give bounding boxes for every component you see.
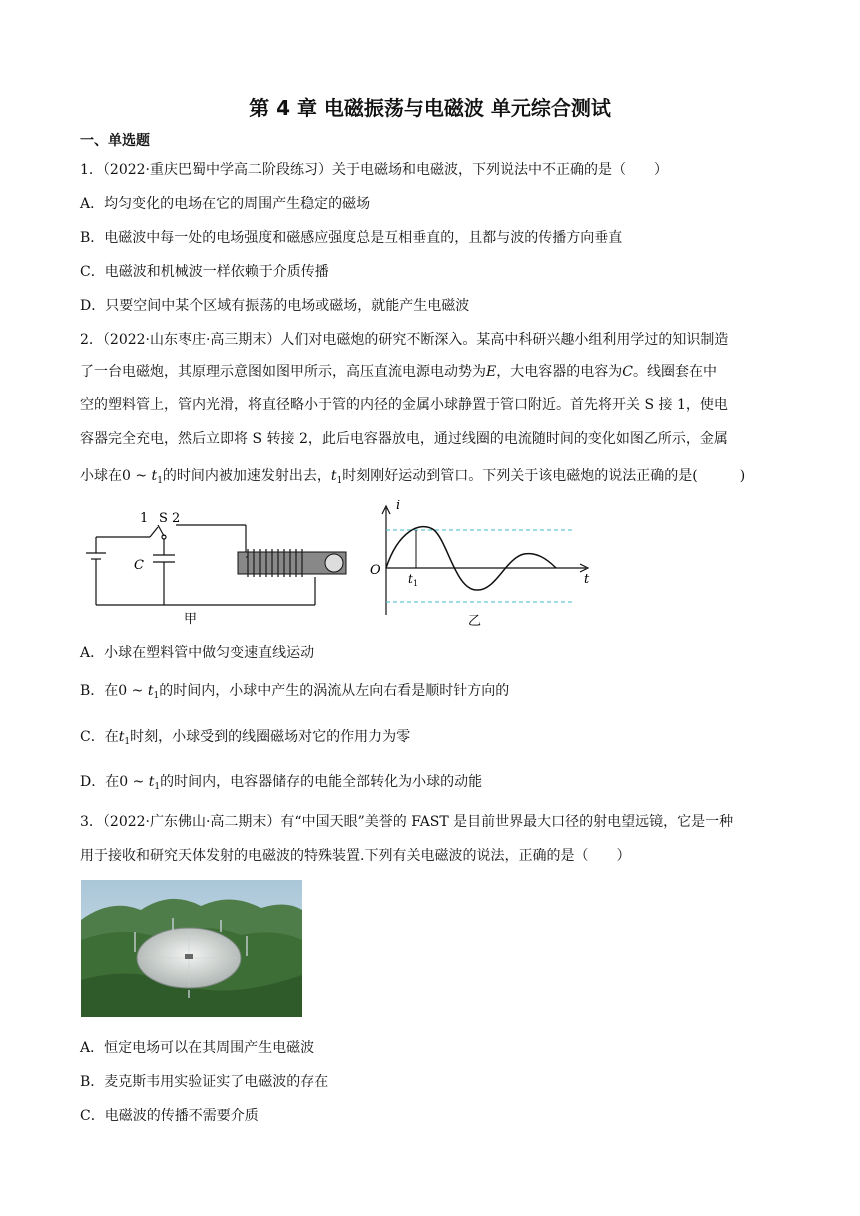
switch-pos-1: 1 — [140, 511, 149, 526]
q1-option-b: B．电磁波中每一处的电场强度和磁感应强度总是互相垂直的，且都与波的传播方向垂直 — [80, 230, 623, 246]
q2-stem-line-3: 空的塑料管上，管内光滑，将直径略小于管的内径的金属小球静置于管口附近。首先将开关 S 接 1，使电 — [80, 397, 728, 413]
q3-option-c: C．电磁波的传播不需要介质 — [80, 1108, 259, 1124]
current-time-graph — [368, 500, 598, 630]
q3-option-a: A．恒定电场可以在其周围产生电磁波 — [80, 1040, 315, 1056]
q3-stem-line-2: 用于接收和研究天体发射的电磁波的特殊装置.下列有关电磁波的说法，正确的是（ ） — [80, 848, 631, 864]
q2-option-c: C．在$t_1$时刻，小球受到的线圈磁场对它的作用力为零 — [80, 729, 411, 747]
q1-option-a: A．均匀变化的电场在它的周围产生稳定的磁场 — [80, 196, 371, 212]
q2-stem-line-5: 小球在0 ~ $t_1$的时间内被加速发射出去，$t_1$时刻刚好运动到管口。下列关于该电磁炮的说法正确的是( ) — [80, 468, 746, 486]
q2-stem-line-1: 2．（2022·山东枣庄·高三期末）人们对电磁炮的研究不断深入。某高中科研兴趣小组利用学过的知识制造 — [80, 332, 729, 348]
q1-stem: 1．（2022·重庆巴蜀中学高二阶段练习）关于电磁场和电磁波，下列说法中不正确的是（ ） — [80, 162, 668, 178]
t1-label: t — [408, 572, 413, 586]
section-heading: 一、单选题 — [80, 133, 150, 149]
q1-option-c: C．电磁波和机械波一样依赖于介质传播 — [80, 264, 329, 280]
q2-option-b: B．在0 ~ $t_1$的时间内，小球中产生的涡流从左向右看是顺时针方向的 — [80, 683, 510, 701]
q2-stem-line-2: 了一台电磁炮，其原理示意图如图甲所示，高压直流电源电动势为E，大电容器的电容为C。线圈套在中 — [80, 364, 717, 380]
axis-i-label: i — [396, 500, 401, 513]
q2-option-a: A．小球在塑料管中做匀变速直线运动 — [80, 645, 315, 661]
origin-label: O — [370, 563, 381, 578]
figure-yi-caption: 乙 — [468, 614, 482, 629]
page-title: 第 4 章 电磁振荡与电磁波 单元综合测试 — [249, 96, 611, 120]
switch-pos-2: 2 — [172, 511, 181, 526]
t1-sub: 1 — [413, 579, 419, 588]
figure-jia-caption: 甲 — [184, 612, 198, 627]
fast-telescope-photo — [81, 880, 302, 1017]
q2-stem-line-4: 容器完全充电，然后立即将 S 转接 2，此后电容器放电，通过线圈的电流随时间的变化如图乙所示，金属 — [80, 431, 728, 447]
metal-ball — [325, 554, 343, 572]
circuit-diagram — [80, 505, 360, 635]
q3-option-b: B．麦克斯韦用实验证实了电磁波的存在 — [80, 1074, 329, 1090]
q3-stem-line-1: 3．（2022·广东佛山·高二期末）有“中国天眼”美誉的 FAST 是目前世界最大口径的射电望远镜，它是一种 — [80, 814, 734, 830]
capacitor-label: C — [134, 558, 144, 573]
q1-option-d: D．只要空间中某个区域有振荡的电场或磁场，就能产生电磁波 — [80, 298, 470, 314]
switch-label: S — [159, 511, 168, 526]
axis-t-label: t — [584, 572, 590, 587]
q2-option-d: D．在0 ~ $t_1$的时间内，电容器储存的电能全部转化为小球的动能 — [80, 774, 483, 792]
